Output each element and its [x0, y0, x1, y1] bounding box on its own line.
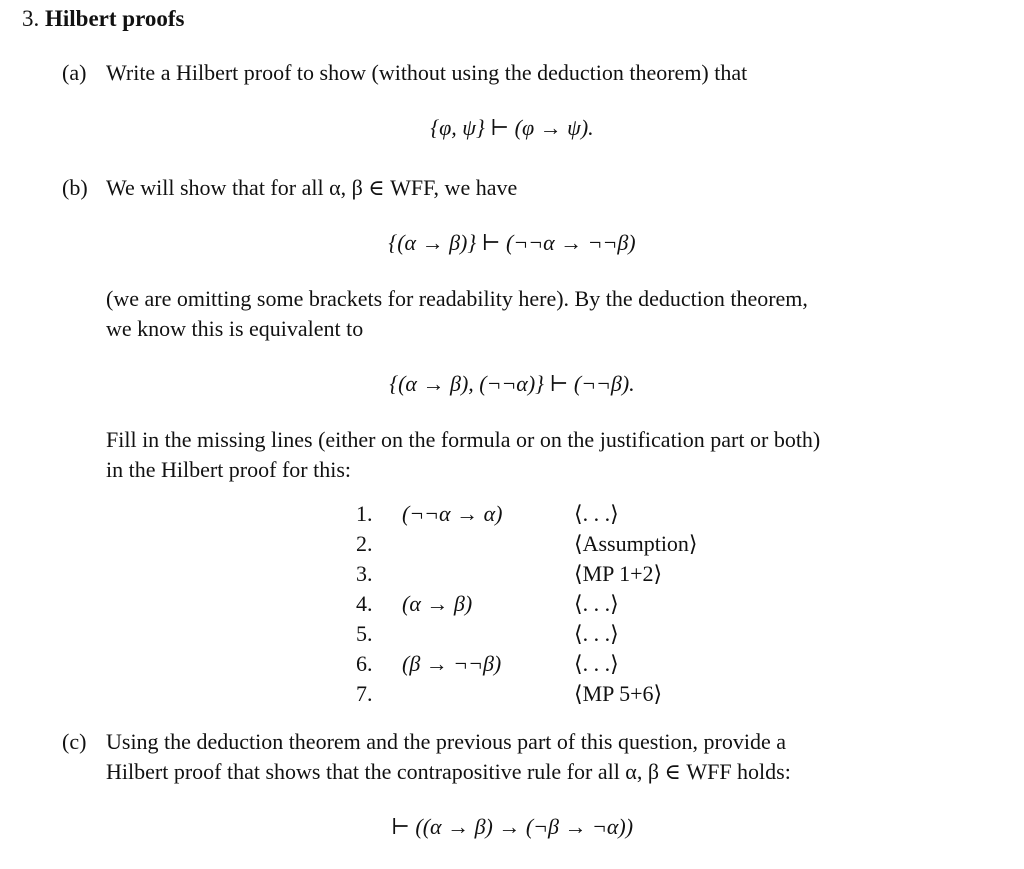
proof-line-number: 6. — [356, 651, 373, 676]
section-number: 3. — [22, 6, 40, 31]
proof-line-number: 4. — [356, 591, 373, 616]
part-c-label: (c) — [62, 729, 87, 754]
proof-justification: ⟨. . .⟩ — [574, 501, 619, 526]
proof-formula: (¬¬α → α) — [402, 501, 503, 526]
proof-justification: ⟨MP 1+2⟩ — [574, 561, 663, 586]
proof-justification: ⟨MP 5+6⟩ — [574, 681, 663, 706]
proof-line-number: 3. — [356, 561, 373, 586]
part-b-text-1a: (we are omitting some brackets for readability here). By the deduction theorem, — [106, 286, 808, 311]
proof-line-number: 1. — [356, 501, 373, 526]
part-c-text-b: Hilbert proof that shows that the contrapositive rule for all α, β ∈ WFF holds: — [106, 759, 791, 784]
part-b-formula-1: {(α → β)} ⊢ (¬¬α → ¬¬β) — [388, 230, 636, 255]
part-c-formula: ⊢ ((α → β) → (¬β → ¬α)) — [390, 814, 634, 839]
part-b-text-2a: Fill in the missing lines (either on the formula or on the justification part or both) — [106, 427, 821, 452]
proof-line-number: 7. — [356, 681, 373, 706]
proof-formula: (α → β) — [402, 591, 473, 616]
part-b-intro: We will show that for all α, β ∈ WFF, we have — [106, 175, 518, 200]
part-b-text-2b: in the Hilbert proof for this: — [106, 457, 352, 482]
proof-justification: ⟨Assumption⟩ — [574, 531, 698, 556]
part-b-text-1b: we know this is equivalent to — [106, 316, 364, 341]
section-title: Hilbert proofs — [45, 6, 185, 31]
proof-justification: ⟨. . .⟩ — [574, 621, 619, 646]
proof-line-number: 2. — [356, 531, 373, 556]
proof-justification: ⟨. . .⟩ — [574, 591, 619, 616]
proof-justification: ⟨. . .⟩ — [574, 651, 619, 676]
part-b-formula-2: {(α → β), (¬¬α)} ⊢ (¬¬β). — [389, 371, 635, 396]
proof-formula: (β → ¬¬β) — [402, 651, 502, 676]
part-b-label: (b) — [62, 175, 88, 200]
part-a-text: Write a Hilbert proof to show (without using the deduction theorem) that — [106, 60, 748, 85]
part-a-label: (a) — [62, 60, 87, 85]
part-a-formula: {φ, ψ} ⊢ (φ → ψ). — [430, 115, 594, 140]
part-c-text-a: Using the deduction theorem and the previous part of this question, provide a — [106, 729, 787, 754]
proof-line-number: 5. — [356, 621, 373, 646]
section-heading — [22, 6, 184, 32]
